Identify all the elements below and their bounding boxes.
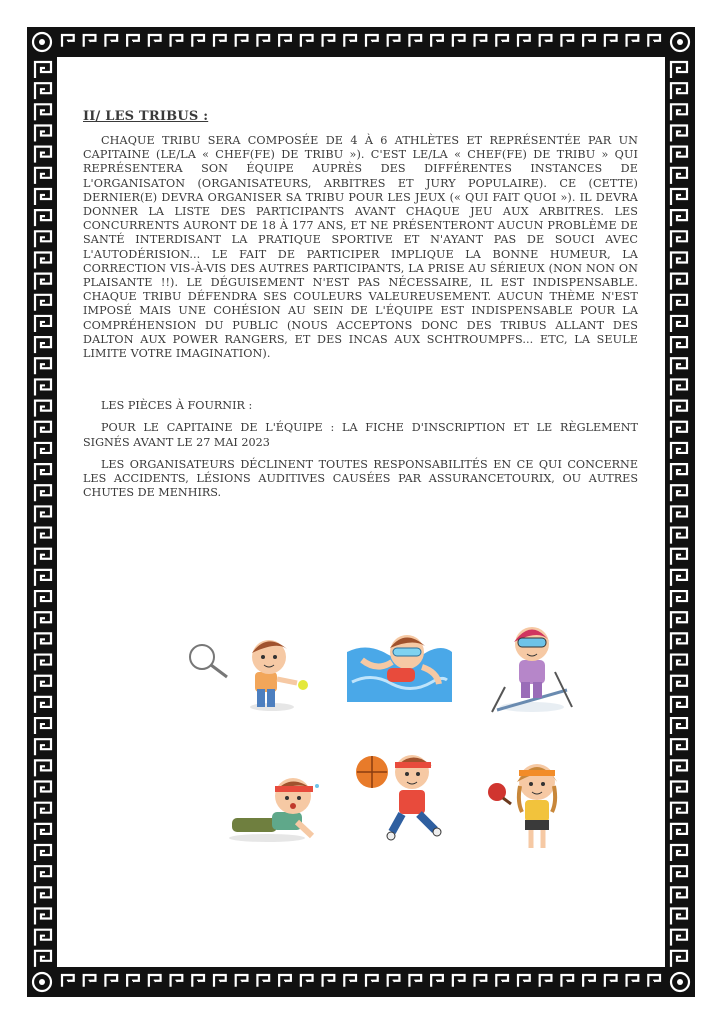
greek-key-tile xyxy=(671,930,687,946)
greek-key-tile xyxy=(35,612,51,628)
greek-key-tile xyxy=(35,443,51,459)
greek-key-tile xyxy=(561,35,573,47)
greek-key-tile xyxy=(35,252,51,268)
greek-key-tile xyxy=(671,824,687,840)
greek-key-tile xyxy=(453,35,465,47)
greek-key-tile xyxy=(35,782,51,798)
greek-key-tile xyxy=(35,125,51,141)
greek-key-tile xyxy=(671,125,687,141)
greek-key-tile xyxy=(35,570,51,586)
greek-key-tile xyxy=(35,697,51,713)
greek-key-frame xyxy=(27,27,695,997)
greek-key-tile xyxy=(671,718,687,734)
greek-key-tile xyxy=(35,168,51,184)
greek-key-tile xyxy=(671,506,687,522)
greek-key-tile xyxy=(35,760,51,776)
greek-key-tile xyxy=(671,83,687,99)
greek-key-tile xyxy=(605,35,617,47)
greek-key-tile xyxy=(627,975,639,987)
greek-key-tile xyxy=(301,975,313,987)
greek-key-tile xyxy=(627,35,639,47)
greek-key-tile xyxy=(35,506,51,522)
documents-title: LES PIÈCES À FOURNIR : xyxy=(101,399,253,413)
greek-key-tile xyxy=(671,231,687,247)
tennis-kid-illustration xyxy=(190,640,308,711)
greek-key-tile xyxy=(671,676,687,692)
greek-key-tile xyxy=(35,951,51,967)
greek-key-tile xyxy=(149,35,161,47)
greek-key-tile xyxy=(35,591,51,607)
greek-key-tile xyxy=(35,231,51,247)
greek-key-tile xyxy=(214,35,226,47)
greek-key-tile xyxy=(518,975,530,987)
greek-key-tile xyxy=(671,528,687,544)
greek-key-tile xyxy=(323,35,335,47)
greek-key-tile xyxy=(496,975,508,987)
basketball-kid-illustration xyxy=(356,755,441,840)
greek-key-tile xyxy=(671,909,687,925)
greek-key-tile xyxy=(540,975,552,987)
pingpong-kid-illustration xyxy=(488,764,557,848)
greek-key-tile xyxy=(279,35,291,47)
greek-key-tile xyxy=(35,210,51,226)
greek-key-tile xyxy=(605,975,617,987)
skiing-kid-illustration xyxy=(492,627,572,712)
greek-key-tile xyxy=(35,718,51,734)
greek-key-tile xyxy=(35,316,51,332)
greek-key-tile xyxy=(35,803,51,819)
greek-key-tile xyxy=(671,845,687,861)
greek-key-tile xyxy=(257,975,269,987)
greek-key-tile xyxy=(35,676,51,692)
greek-key-tile xyxy=(583,975,595,987)
greek-key-tile xyxy=(127,975,139,987)
greek-key-tile xyxy=(35,739,51,755)
greek-key-tile xyxy=(35,62,51,78)
greek-key-tile xyxy=(583,35,595,47)
greek-key-tile xyxy=(279,975,291,987)
greek-key-tile xyxy=(344,35,356,47)
greek-key-tile xyxy=(453,975,465,987)
greek-key-tile xyxy=(671,803,687,819)
greek-key-tile xyxy=(35,464,51,480)
greek-key-tile xyxy=(518,35,530,47)
greek-key-tile xyxy=(35,358,51,374)
text-content xyxy=(83,109,638,508)
greek-key-tile xyxy=(671,464,687,480)
greek-key-tile xyxy=(192,975,204,987)
greek-key-tile xyxy=(671,739,687,755)
greek-key-tile xyxy=(35,147,51,163)
greek-key-tile xyxy=(35,83,51,99)
greek-key-tile xyxy=(671,633,687,649)
greek-key-tile xyxy=(671,379,687,395)
greek-key-tile xyxy=(236,975,248,987)
greek-key-tile xyxy=(671,443,687,459)
greek-key-tile xyxy=(105,975,117,987)
greek-key-tile xyxy=(671,168,687,184)
greek-key-tile xyxy=(35,633,51,649)
greek-key-tile xyxy=(671,422,687,438)
greek-key-tile xyxy=(35,379,51,395)
greek-key-tile xyxy=(671,210,687,226)
pushup-kid-illustration xyxy=(229,778,319,842)
captain-requirements: POUR LE CAPITAINE DE L'ÉQUIPE : LA FICHE D'INSCRIPTION ET LE RÈGLEMENT SIGNÉS AVANT LE 27 MAI 2023 xyxy=(83,421,638,449)
greek-key-tile xyxy=(671,316,687,332)
greek-key-tile xyxy=(35,909,51,925)
greek-key-tile xyxy=(671,295,687,311)
tribus-paragraph: CHAQUE TRIBU SERA COMPOSÉE DE 4 À 6 ATHLÈTES ET REPRÉSENTÉE PAR UN CAPITAINE (LE/LA « CHEF(FE) DE TRIBU »). C'EST LE/LA « CHEF(FE) DE TRIBU » QUI REPRÉSENTERA SON ÉQUIPE AUPRÈS DES DIFFÉRENTES INSTANCES DE L'ORGANISATON (ORGANISATEURS, ARBITRES ET JURY POPULAIRE). CE (CETTE) DERNIER(E) DEVRA ORGANISER SA TRIBU POUR LES JEUX (« QUI FAIT QUOI »). IL DEVRA DONNER LA LISTE DES PARTICIPANTS AVANT CHAQUE JEU AUX ARBITRES. LES CONCURRENTS AURONT DE 18 À 177 ANS, ET NE PRÉSENTERONT AUCUN PROBLÈME DE SANTÉ INTERDISANT LA PRATIQUE SPORTIVE ET N'AYANT PAS DE SOUCI AVEC L'AUTODÉRISION... LE FAIT DE PARTICIPER IMPLIQUE LA BONNE HUMEUR, LA CORRECTION VIS-À-VIS DES AUTRES PARTICIPANTS, LA PRISE AU SÉRIEUX (NON NON ON PLAISANTE !!). LE DÉGUISEMENT N'EST PAS NÉCESSAIRE, IL EST INDISPENSABLE. CHAQUE TRIBU DÉFENDRA SES COULEURS VALEUREUSEMENT. AUCUN THÈME N'EST IMPOSÉ MAIS UNE COHÉSION AU SEIN DE L'ÉQUIPE EST INDISPENSABLE POUR LA COMPRÉHENSION DU PUBLIC (NOUS ACCEPTONS DONC DES TRIBUS ALLANT DES DALTON AUX POWER RANGERS, ET DES INCAS AUX SCHTROUMPFS... ETC, LA SEULE LIMITE VOTRE IMAGINATION). xyxy=(83,134,638,361)
greek-key-tile xyxy=(540,35,552,47)
greek-key-tile xyxy=(671,252,687,268)
disclaimer-paragraph: LES ORGANISATEURS DÉCLINENT TOUTES RESPONSABILITÉS EN CE QUI CONCERNE LES ACCIDENTS, LÉSIONS AUDITIVES CAUSÉES PAR ASSURANCETOURIX, OU AUTRES CHUTES DE MENHIRS. xyxy=(83,457,638,500)
greek-key-tile xyxy=(671,591,687,607)
greek-key-tile xyxy=(671,549,687,565)
greek-key-tile xyxy=(671,104,687,120)
greek-key-tile xyxy=(648,35,660,47)
greek-key-tile xyxy=(35,104,51,120)
greek-key-tile xyxy=(35,528,51,544)
greek-key-tile xyxy=(671,951,687,967)
greek-key-tile xyxy=(388,975,400,987)
greek-key-tile xyxy=(301,35,313,47)
swimming-kid-illustration xyxy=(347,635,452,702)
greek-key-tile xyxy=(671,887,687,903)
greek-key-tile xyxy=(35,401,51,417)
page-content-area xyxy=(57,57,665,967)
greek-key-tile xyxy=(409,35,421,47)
greek-key-tile xyxy=(671,570,687,586)
greek-key-tile xyxy=(323,975,335,987)
greek-key-tile xyxy=(192,35,204,47)
greek-key-tile xyxy=(671,760,687,776)
greek-key-tile xyxy=(671,866,687,882)
greek-key-tile xyxy=(671,485,687,501)
greek-key-tile xyxy=(388,35,400,47)
greek-key-tile xyxy=(561,975,573,987)
greek-key-tile xyxy=(366,975,378,987)
greek-key-tile xyxy=(344,975,356,987)
greek-key-tile xyxy=(475,975,487,987)
greek-key-tile xyxy=(648,975,660,987)
greek-key-tile xyxy=(671,274,687,290)
section-heading: II/ LES TRIBUS : xyxy=(83,109,209,124)
greek-key-tile xyxy=(105,35,117,47)
greek-key-tile xyxy=(35,887,51,903)
greek-key-tile xyxy=(431,35,443,47)
greek-key-tile xyxy=(84,975,96,987)
greek-key-tile xyxy=(35,485,51,501)
greek-key-tile xyxy=(35,655,51,671)
greek-key-tile xyxy=(214,975,226,987)
greek-key-tile xyxy=(366,35,378,47)
greek-key-tile xyxy=(671,62,687,78)
greek-key-tile xyxy=(671,697,687,713)
greek-key-tile xyxy=(62,975,74,987)
greek-key-tile xyxy=(409,975,421,987)
greek-key-tile xyxy=(671,655,687,671)
greek-key-tile xyxy=(671,147,687,163)
greek-key-tile xyxy=(35,189,51,205)
greek-key-tile xyxy=(35,295,51,311)
greek-key-tile xyxy=(171,35,183,47)
greek-key-tile xyxy=(431,975,443,987)
greek-key-tile xyxy=(35,274,51,290)
greek-key-tile xyxy=(171,975,183,987)
greek-key-tile xyxy=(475,35,487,47)
greek-key-tile xyxy=(149,975,161,987)
greek-key-tile xyxy=(257,35,269,47)
greek-key-tile xyxy=(671,337,687,353)
greek-key-tile xyxy=(496,35,508,47)
greek-key-tile xyxy=(35,930,51,946)
greek-key-tile xyxy=(35,549,51,565)
greek-key-tile xyxy=(671,782,687,798)
greek-key-tile xyxy=(62,35,74,47)
greek-key-tile xyxy=(35,866,51,882)
greek-key-tile xyxy=(84,35,96,47)
greek-key-tile xyxy=(35,824,51,840)
greek-key-tile xyxy=(671,189,687,205)
greek-key-tile xyxy=(671,358,687,374)
greek-key-tile xyxy=(127,35,139,47)
greek-key-tile xyxy=(35,337,51,353)
greek-key-tile xyxy=(236,35,248,47)
greek-key-tile xyxy=(671,612,687,628)
greek-key-tile xyxy=(671,401,687,417)
greek-key-tile xyxy=(35,845,51,861)
greek-key-tile xyxy=(35,422,51,438)
